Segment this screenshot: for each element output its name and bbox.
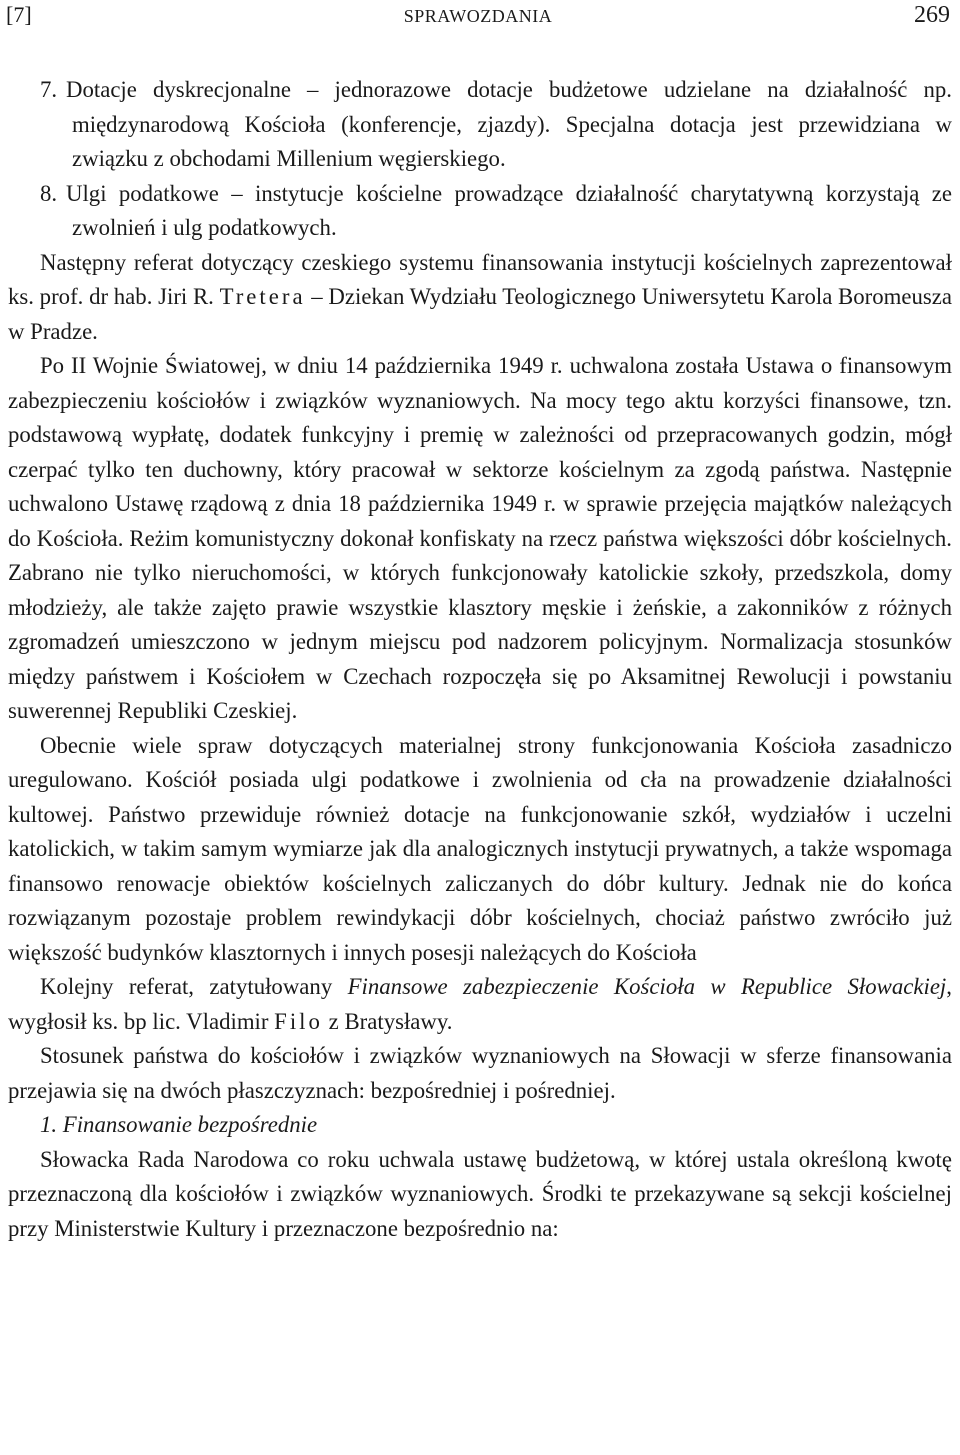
speaker-name: Filo bbox=[274, 1008, 323, 1034]
paragraph-postwar-history: Po II Wojnie Światowej, w dniu 14 października 1949 r. uchwalona została Ustawa o finansowym zabezpieczeniu kościołów i związków wyznaniowych. Na mocy tego aktu korzyści finansowe, tzn. podstawową wypłatę, dodatek funkcyjny i premię w zależności od przepracowanych godzin, mógł czerpać tylko ten duchowny, który pracował w sektorze kościelnym za zgodą państwa. Następnie uchwalono Ustawę rządową z dnia 18 października 1949 r. w sprawie przejęcia majątków należących do Kościoła. Reżim komunistyczny dokonał konfiskaty na rzecz państwa większości dóbr kościelnych. Zabrano nie tylko nieruchomości, w których funkcjonowały katolickie szkoły, przedszkola, domy młodzieży, ale także zajęto prawie wszystkie klasztory męskie i żeńskie, a zakonników z różnych zgromadzeń umieszczono w jednym miejscu pod nadzorem policyjnym. Normalizacja stosunków między państwem i Kościołem w Czechach rozpoczęła się po Aksamitnej Rewolucji i powstaniu suwerennej Republiki Czeskiej. bbox=[8, 353, 952, 723]
list-number: 7. bbox=[40, 77, 58, 102]
list-item-7 bbox=[40, 73, 952, 177]
report-title: Finansowe zabezpieczenie Kościoła w Republice Słowackiej bbox=[347, 974, 947, 999]
speaker-name: Tretera bbox=[219, 284, 306, 309]
paragraph-slovak-relations: Stosunek państwa do kościołów i związków wyznaniowych na Słowacji w sferze finansowania przejawia się na dwóch płaszczyznach: bezpośredniej i pośredniej. bbox=[8, 1043, 952, 1103]
paragraph-current-situation: Obecnie wiele spraw dotyczących materialnej strony funkcjonowania Kościoła zasadniczo uregulowano. Kościół posiada ulgi podatkowe i zwolnienia od cła na prowadzenie działalności kultowej. Państwo przewiduje również dotacje na funkcjonowanie szkół, wydziałów i uczelni katolickich, w takim samym wymiarze jak dla analogicznych instytucji prywatnych, a także wspomaga finansowo renowacje obiektów kościelnych zaliczanych do dóbr kultury. Jednak nie do końca rozwiązanym pozostaje problem rewindykacji dóbr kościelnych, chociaż państwo zwróciło już większość budynków klasztornych i innych posesji należących do Kościoła bbox=[8, 732, 952, 965]
paragraph-direct-funding: Słowacka Rada Narodowa co roku uchwala ustawę budżetową, w której ustala określoną kwotę przeznaczoną dla kościołów i związków wyznaniowych. Środki te przekazywane są sekcji kościelnej przy Ministerstwie Kultury i przeznaczone bezpośrednio na: bbox=[8, 1146, 952, 1241]
section-heading: 1. Finansowanie bezpośrednie bbox=[40, 1112, 318, 1137]
list-item-text: Dotacje dyskrecjonalne – jednorazowe dotacje budżetowe udzielane na działalność np. międzynarodową Kościoła (konferencje, zjazdy). Specjalna dotacja jest przewidziana w związku z obchodami Millenium węgierskiego. bbox=[66, 77, 952, 171]
page-header bbox=[6, 2, 950, 32]
running-title: SPRAWOZDANIA bbox=[403, 6, 553, 26]
paragraph-czech-report bbox=[8, 246, 952, 350]
page-reference: [7] bbox=[6, 2, 32, 27]
text-span: Kolejny referat, zatytułowany bbox=[40, 974, 348, 999]
text-span: , wygłosił ks. bp lic. Vladimir bbox=[8, 974, 952, 1034]
body-text bbox=[8, 73, 952, 1246]
page-number: 269 bbox=[914, 2, 950, 28]
paragraph-slovak-report bbox=[8, 970, 952, 1039]
list-item-8 bbox=[40, 177, 952, 246]
text-span: Następny referat dotyczący czeskiego systemu finansowania instytucji kościelnych zaprezentował ks. prof. dr hab. Jiri R. bbox=[8, 249, 952, 309]
text-span: – Dziekan Wydziału Teologicznego Uniwersytetu Karola Boromeusza w Pradze. bbox=[8, 284, 953, 344]
list-item-text: Ulgi podatkowe – instytucje kościelne prowadzące działalność charytatywną korzystają ze zwolnień i ulg podatkowych. bbox=[66, 180, 952, 240]
list-number: 8. bbox=[40, 180, 58, 206]
text-span: z Bratysławy. bbox=[322, 1008, 453, 1034]
